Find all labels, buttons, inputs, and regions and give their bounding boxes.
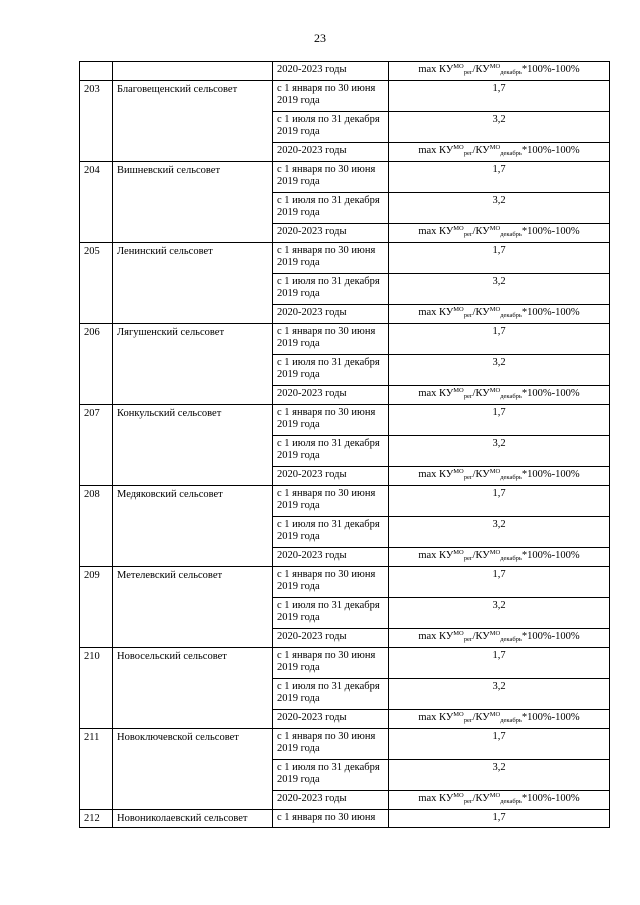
period-cell: 2020-2023 годы [273, 305, 389, 324]
formula-mid: /КУ [472, 388, 490, 399]
number-cell: 206 [80, 324, 113, 405]
formula-sub1: рег [463, 474, 473, 481]
formula-mid: /КУ [472, 226, 490, 237]
number-cell: 208 [80, 486, 113, 567]
formula-mid: /КУ [472, 712, 490, 723]
formula-sup1: МО [453, 711, 464, 718]
period-cell: с 1 января по 30 июня 2019 года [273, 81, 389, 112]
period-cell: с 1 июля по 31 декабря 2019 года [273, 517, 389, 548]
formula-cell [389, 629, 610, 648]
formula-suffix: *100%-100% [521, 469, 580, 480]
formula-sup1: МО [453, 549, 464, 556]
period-cell: с 1 января по 30 июня 2019 года [273, 405, 389, 436]
formula-sub1: рег [463, 150, 473, 157]
formula-sup1: МО [453, 792, 464, 799]
number-cell: 212 [80, 810, 113, 828]
table-row [80, 243, 610, 274]
value-cell: 3,2 [389, 436, 610, 467]
formula-sup2: МО [489, 792, 501, 799]
formula-cell [389, 62, 610, 81]
formula-sub1: рег [463, 231, 473, 238]
formula-mid: /КУ [472, 307, 490, 318]
formula-sup2: МО [489, 468, 501, 475]
period-cell: с 1 января по 30 июня 2019 года [273, 567, 389, 598]
municipality-name-cell: Конкульский сельсовет [113, 405, 273, 486]
value-cell: 3,2 [389, 760, 610, 791]
table-row [80, 567, 610, 598]
formula-sup1: МО [453, 468, 464, 475]
municipality-name-cell: Лягушенский сельсовет [113, 324, 273, 405]
formula-prefix: max КУ [418, 145, 454, 156]
formula-sub1: рег [463, 69, 473, 76]
formula-sup1: МО [453, 144, 464, 151]
period-cell: с 1 января по 30 июня 2019 года [273, 324, 389, 355]
formula-sub1: рег [463, 393, 473, 400]
formula-sup2: МО [489, 387, 501, 394]
name-cell [113, 62, 273, 81]
period-cell: с 1 июля по 31 декабря 2019 года [273, 436, 389, 467]
formula-prefix: max КУ [418, 64, 454, 75]
value-cell: 3,2 [389, 598, 610, 629]
period-cell: с 1 января по 30 июня [273, 810, 389, 828]
formula-suffix: *100%-100% [521, 226, 580, 237]
value-cell: 1,7 [389, 324, 610, 355]
municipality-name-cell: Медяковский сельсовет [113, 486, 273, 567]
formula-sup1: МО [453, 306, 464, 313]
formula-sub2: декабрь [500, 555, 522, 562]
value-cell: 1,7 [389, 567, 610, 598]
period-cell: с 1 июля по 31 декабря 2019 года [273, 193, 389, 224]
formula-prefix: max КУ [418, 388, 454, 399]
formula-sup1: МО [453, 225, 464, 232]
number-cell: 210 [80, 648, 113, 729]
formula-suffix: *100%-100% [521, 307, 580, 318]
table-row [80, 810, 610, 828]
table-row [80, 162, 610, 193]
value-cell: 3,2 [389, 355, 610, 386]
formula-sub2: декабрь [500, 636, 522, 643]
period-cell: 2020-2023 годы [273, 224, 389, 243]
formula-mid: /КУ [472, 469, 490, 480]
formula-sub2: декабрь [500, 798, 522, 805]
period-cell: 2020-2023 годы [273, 467, 389, 486]
number-cell: 205 [80, 243, 113, 324]
number-cell: 203 [80, 81, 113, 162]
formula-sub1: рег [463, 717, 473, 724]
formula-suffix: *100%-100% [521, 64, 580, 75]
value-cell: 3,2 [389, 517, 610, 548]
formula-sub2: декабрь [500, 150, 522, 157]
table-row [80, 62, 610, 81]
value-cell: 1,7 [389, 810, 610, 828]
municipality-name-cell: Новониколаевский сельсовет [113, 810, 273, 828]
formula-sub2: декабрь [500, 69, 522, 76]
formula-mid: /КУ [472, 550, 490, 561]
formula-sup1: МО [453, 630, 464, 637]
formula-sup1: МО [453, 387, 464, 394]
tariff-table-body [80, 62, 610, 828]
formula-sub2: декабрь [500, 312, 522, 319]
formula-prefix: max КУ [418, 631, 454, 642]
value-cell: 1,7 [389, 405, 610, 436]
municipality-name-cell: Новоключевской сельсовет [113, 729, 273, 810]
period-cell: 2020-2023 годы [273, 791, 389, 810]
value-cell: 1,7 [389, 243, 610, 274]
period-cell: с 1 января по 30 июня 2019 года [273, 486, 389, 517]
period-cell: 2020-2023 годы [273, 710, 389, 729]
formula-suffix: *100%-100% [521, 631, 580, 642]
value-cell: 3,2 [389, 112, 610, 143]
table-row [80, 729, 610, 760]
period-cell: 2020-2023 годы [273, 548, 389, 567]
formula-cell [389, 143, 610, 162]
period-cell: 2020-2023 годы [273, 386, 389, 405]
table-row [80, 648, 610, 679]
municipality-name-cell: Ленинский сельсовет [113, 243, 273, 324]
formula-mid: /КУ [472, 793, 490, 804]
formula-sub1: рег [463, 798, 473, 805]
formula-sub2: декабрь [500, 717, 522, 724]
value-cell: 3,2 [389, 193, 610, 224]
formula-prefix: max КУ [418, 793, 454, 804]
page-number: 23 [314, 31, 326, 45]
period-cell: с 1 января по 30 июня 2019 года [273, 243, 389, 274]
formula-prefix: max КУ [418, 469, 454, 480]
formula-sub2: декабрь [500, 231, 522, 238]
table-row [80, 324, 610, 355]
municipality-name-cell: Вишневский сельсовет [113, 162, 273, 243]
formula-cell [389, 305, 610, 324]
formula-suffix: *100%-100% [521, 793, 580, 804]
period-cell: с 1 июля по 31 декабря 2019 года [273, 274, 389, 305]
formula-cell [389, 710, 610, 729]
number-cell: 211 [80, 729, 113, 810]
formula-sub2: декабрь [500, 474, 522, 481]
period-cell: с 1 июля по 31 декабря 2019 года [273, 760, 389, 791]
value-cell: 1,7 [389, 81, 610, 112]
formula-sub2: декабрь [500, 393, 522, 400]
formula-prefix: max КУ [418, 550, 454, 561]
value-cell: 3,2 [389, 274, 610, 305]
formula-cell [389, 386, 610, 405]
period-cell: с 1 января по 30 июня 2019 года [273, 648, 389, 679]
formula-prefix: max КУ [418, 307, 454, 318]
formula-sup2: МО [489, 549, 501, 556]
formula-sup2: МО [489, 225, 501, 232]
period-cell: с 1 июля по 31 декабря 2019 года [273, 355, 389, 386]
formula-suffix: *100%-100% [521, 550, 580, 561]
formula-sup2: МО [489, 144, 501, 151]
formula-cell [389, 224, 610, 243]
formula-cell [389, 548, 610, 567]
table-row [80, 486, 610, 517]
formula-cell [389, 467, 610, 486]
value-cell: 1,7 [389, 729, 610, 760]
formula-prefix: max КУ [418, 226, 454, 237]
formula-mid: /КУ [472, 64, 490, 75]
period-cell: 2020-2023 годы [273, 62, 389, 81]
formula-mid: /КУ [472, 631, 490, 642]
period-cell: 2020-2023 годы [273, 143, 389, 162]
municipality-name-cell: Новосельский сельсовет [113, 648, 273, 729]
value-cell: 1,7 [389, 162, 610, 193]
table-row [80, 81, 610, 112]
formula-prefix: max КУ [418, 712, 454, 723]
formula-suffix: *100%-100% [521, 388, 580, 399]
period-cell: с 1 июля по 31 декабря 2019 года [273, 679, 389, 710]
formula-suffix: *100%-100% [521, 712, 580, 723]
municipality-name-cell: Метелевский сельсовет [113, 567, 273, 648]
formula-sub1: рег [463, 555, 473, 562]
number-cell: 204 [80, 162, 113, 243]
formula-sup2: МО [489, 306, 501, 313]
value-cell: 1,7 [389, 648, 610, 679]
formula-sup2: МО [489, 630, 501, 637]
period-cell: с 1 июля по 31 декабря 2019 года [273, 112, 389, 143]
municipality-name-cell: Благовещенский сельсовет [113, 81, 273, 162]
number-cell: 209 [80, 567, 113, 648]
table-row [80, 405, 610, 436]
formula-sub1: рег [463, 312, 473, 319]
formula-cell [389, 791, 610, 810]
formula-suffix: *100%-100% [521, 145, 580, 156]
number-cell [80, 62, 113, 81]
formula-mid: /КУ [472, 145, 490, 156]
tariff-table [79, 61, 610, 828]
formula-sup2: МО [489, 711, 501, 718]
value-cell: 3,2 [389, 679, 610, 710]
period-cell: с 1 июля по 31 декабря 2019 года [273, 598, 389, 629]
number-cell: 207 [80, 405, 113, 486]
formula-sup2: МО [489, 63, 501, 70]
period-cell: с 1 января по 30 июня 2019 года [273, 729, 389, 760]
period-cell: 2020-2023 годы [273, 629, 389, 648]
period-cell: с 1 января по 30 июня 2019 года [273, 162, 389, 193]
value-cell: 1,7 [389, 486, 610, 517]
formula-sub1: рег [463, 636, 473, 643]
formula-sup1: МО [453, 63, 464, 70]
